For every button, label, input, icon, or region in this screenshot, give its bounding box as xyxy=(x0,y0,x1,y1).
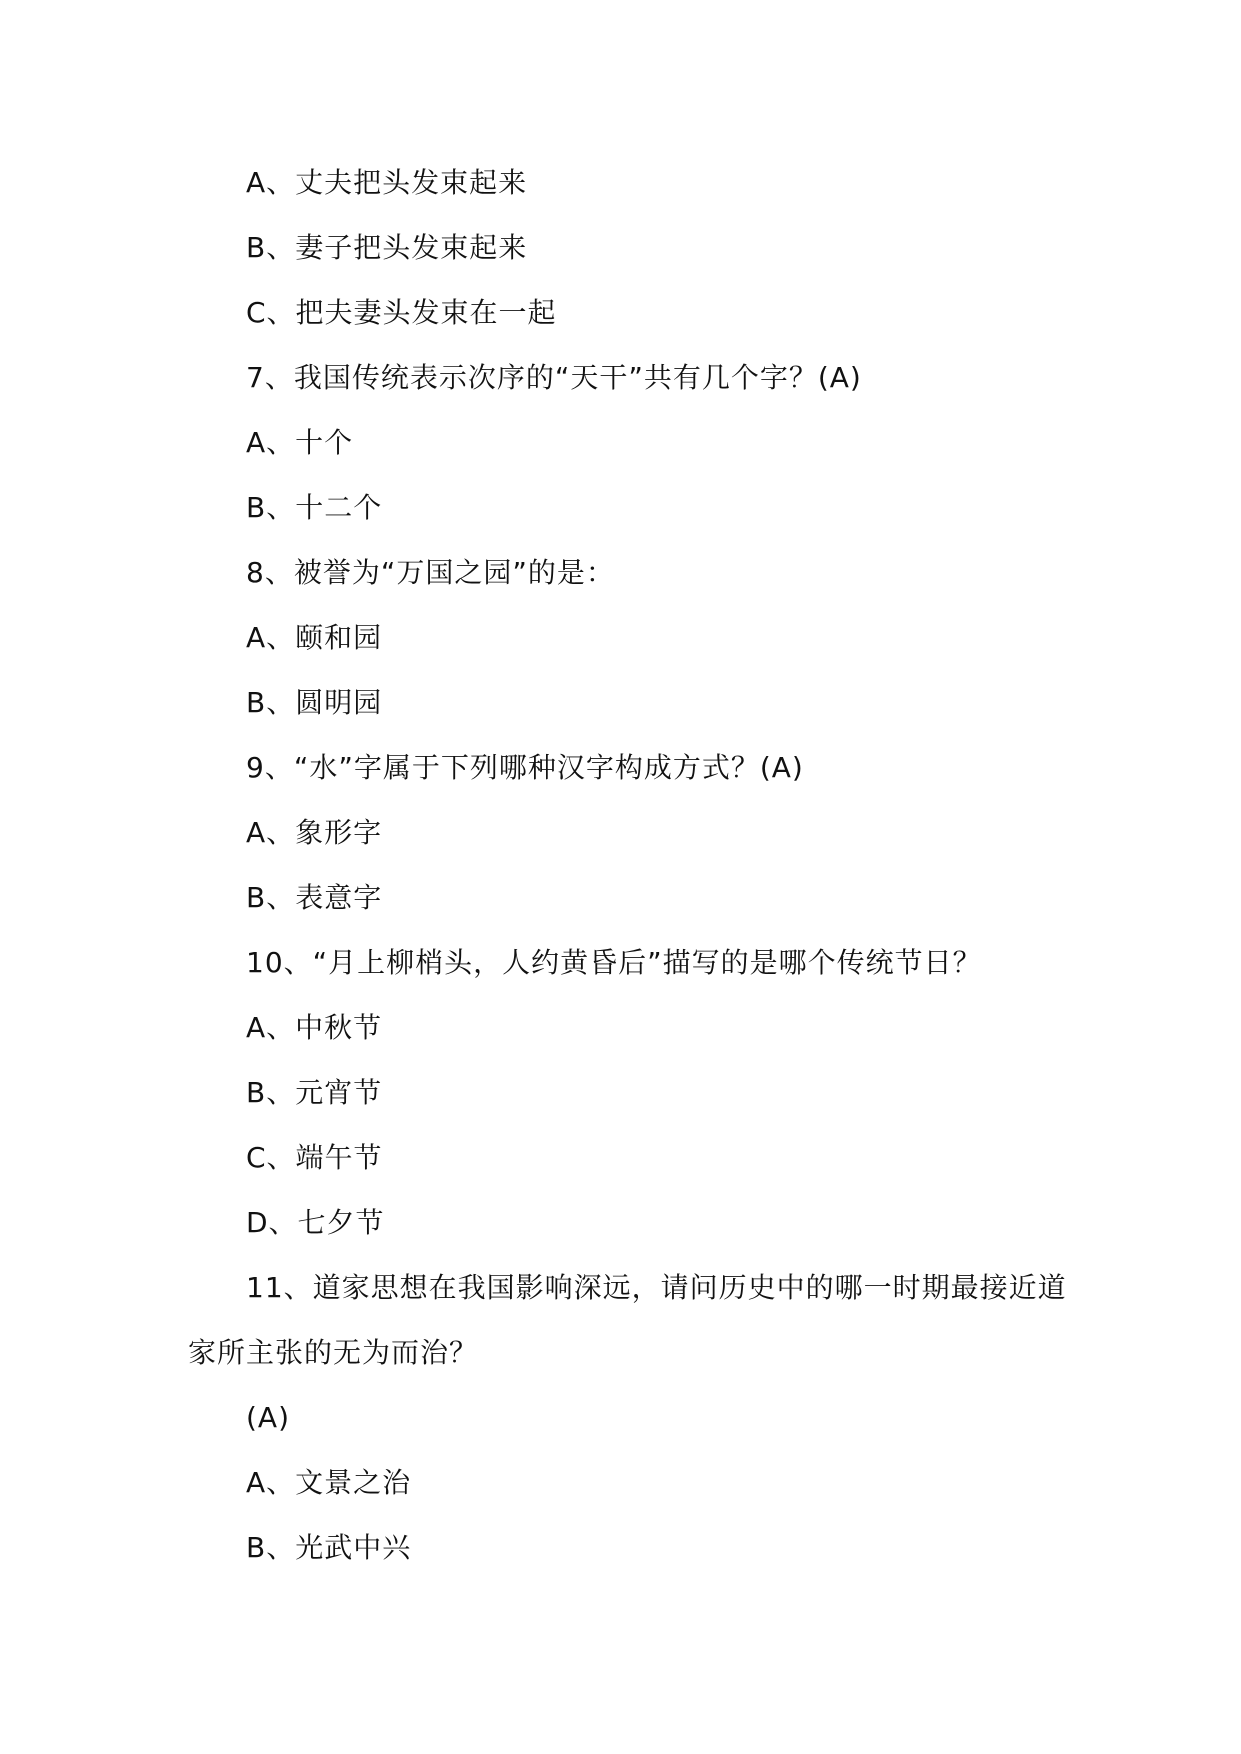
question-11-answer: (A) xyxy=(246,1401,291,1434)
option-a-q9: A、象形字 xyxy=(246,816,383,849)
option-b-q11: B、光武中兴 xyxy=(246,1531,412,1564)
option-a-q11: A、文景之治 xyxy=(246,1466,412,1499)
option-b-q6: B、妻子把头发束起来 xyxy=(246,231,528,264)
option-b-q10: B、元宵节 xyxy=(246,1076,383,1109)
option-b-q9: B、表意字 xyxy=(246,881,383,914)
option-a-q8: A、颐和园 xyxy=(246,621,383,654)
question-10: 10、“月上柳梢头，人约黄昏后”描写的是哪个传统节日？ xyxy=(246,946,982,979)
question-7: 7、我国传统表示次序的“天干”共有几个字？(A) xyxy=(246,361,862,394)
question-8: 8、被誉为“万国之园”的是： xyxy=(246,556,615,589)
question-9: 9、“水”字属于下列哪种汉字构成方式？(A) xyxy=(246,751,804,784)
question-11-line-2: 家所主张的无为而治？ xyxy=(188,1336,479,1369)
option-d-q10: D、七夕节 xyxy=(246,1206,385,1239)
option-a-q7: A、十个 xyxy=(246,426,354,459)
option-a-q10: A、中秋节 xyxy=(246,1011,383,1044)
question-11-line-1: 11、道家思想在我国影响深远，请问历史中的哪一时期最接近道 xyxy=(246,1271,1067,1304)
option-b-q7: B、十二个 xyxy=(246,491,383,524)
option-b-q8: B、圆明园 xyxy=(246,686,383,719)
option-c-q10: C、端午节 xyxy=(246,1141,383,1174)
option-a-q6: A、丈夫把头发束起来 xyxy=(246,166,528,199)
option-c-q6: C、把夫妻头发束在一起 xyxy=(246,296,557,329)
